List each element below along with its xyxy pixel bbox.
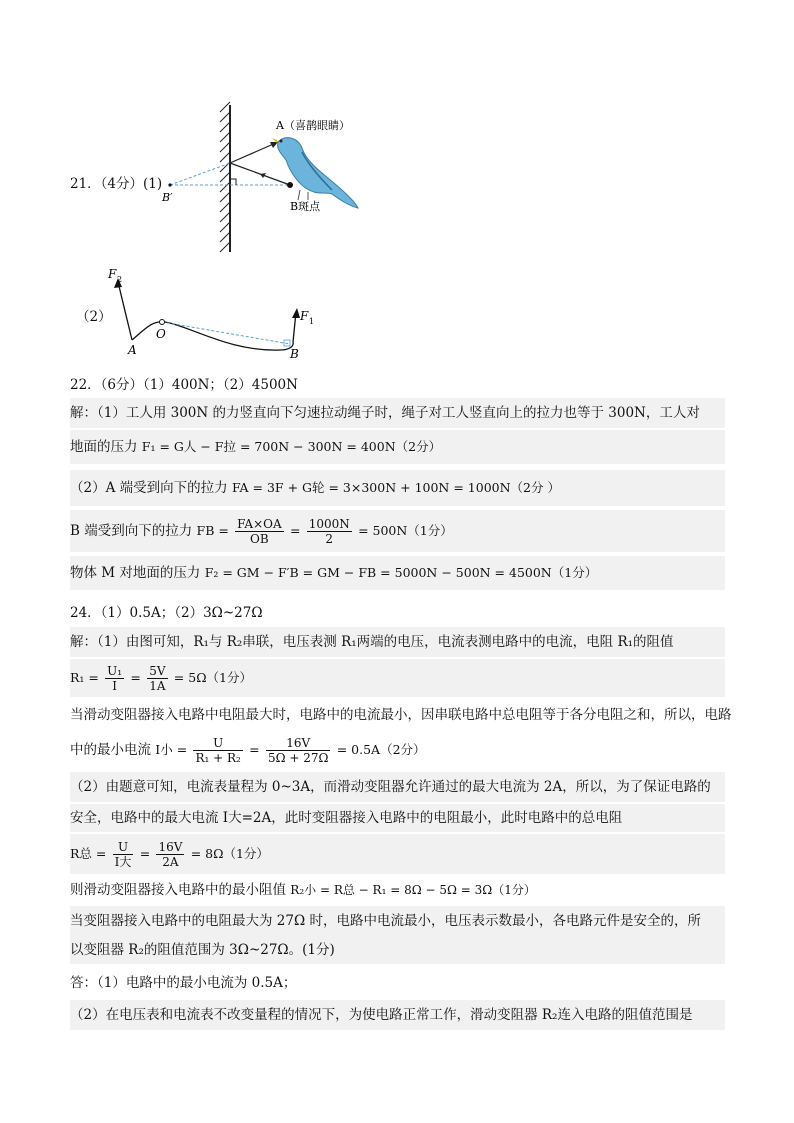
lever-figure	[100, 262, 330, 362]
q22-solution-line5	[70, 556, 725, 590]
q24-line2-mid: =	[130, 670, 141, 685]
reflected-ray	[230, 142, 278, 163]
q22-line5-text: 物体 M 对地面的压力	[70, 565, 201, 581]
q24-solution-line2	[70, 659, 725, 697]
q24-line7-fraction1: $\frac{U}{\text{I大}}$	[114, 840, 132, 869]
q22-line4-text: B 端受到向下的拉力	[70, 523, 193, 539]
q24-line4-lhs: I小 =	[155, 742, 188, 757]
f2-label: F	[108, 267, 117, 281]
mirror-hatching	[220, 102, 230, 252]
magpie-bird-image	[272, 138, 358, 208]
q24-line2-fraction1: $\frac{\text{U₁}}{I}$	[107, 664, 123, 693]
q24-line2-lhs: R₁ =	[70, 670, 99, 685]
q22-line4-mid: =	[289, 523, 301, 538]
q22-line3-text: （2）A 端受到向下的拉力	[70, 480, 228, 496]
q24-answer: 24．（1）0.5A；（2）3Ω~27Ω	[70, 605, 263, 621]
q22-line2-text: 地面的压力	[70, 439, 138, 455]
moment-arm-dashed	[162, 322, 290, 344]
q24-line4-fraction2: $\frac{16V}{5\Omega + 27\Omega}$	[267, 736, 329, 765]
image-point-label: B′	[162, 191, 173, 204]
q22-solution-line3	[70, 470, 725, 506]
point-o-label: O	[156, 327, 166, 341]
q24-answer-line2: （2）在电压表和电流表不改变量程的情况下，为使电路正常工作，滑动变阻器 R₂连入电路的阻值范围是	[70, 1000, 725, 1030]
q24-line7-fraction2: $\frac{16V}{2A}$	[158, 840, 183, 869]
q24-line2-result: = 5Ω（1分）	[173, 670, 253, 685]
f2-arrow-line	[118, 282, 132, 340]
q21-part2-label: （2）	[76, 309, 112, 325]
image-point	[168, 183, 171, 186]
q24-solution-line4	[70, 730, 725, 770]
q22-solution-line4	[70, 510, 725, 552]
q22-line3-equation: FA = 3F + G轮 = 3×300N + 100N = 1000N（2分 ）	[231, 480, 560, 495]
q24-line7-lhs: R总 =	[70, 846, 107, 861]
q22-line4-fraction2: $\frac{1000N}{2}$	[308, 517, 350, 546]
q24-line2-fraction2: $\frac{5V}{1A}$	[149, 664, 166, 693]
q22-line4-result: = 500N（1分）	[358, 523, 453, 538]
q21-label: 21．（4分）(1)	[70, 176, 163, 192]
q24-line4-text: 中的最小电流	[70, 742, 151, 758]
q22-line4-lhs: FB =	[196, 523, 229, 538]
q24-answer-line1: 答：（1）电路中的最小电流为 0.5A；	[70, 975, 297, 991]
q22-line4-fraction1: $\frac{FA\times OA}{OB}$	[237, 517, 282, 546]
q22-line5-equation: F₂ = GM − F′B = GM − FB = 5000N − 500N = 4500N（1分）	[204, 565, 598, 580]
f1-subscript: 1	[309, 317, 315, 326]
q24-solution-line7	[70, 834, 725, 874]
f1-label: F	[300, 309, 309, 323]
mirror-reflection-figure	[150, 100, 380, 260]
q22-line2-equation: F₁ = G人 − F拉 = 700N − 300N = 400N（2分）	[141, 439, 442, 454]
q24-solution-line1: 解：（1）由图可知，R₁与 R₂串联，电压表测 R₁两端的电压，电流表测电路中的电流，电阻 R₁的阻值	[70, 627, 725, 657]
q24-line4-result: = 0.5A（2分）	[336, 742, 426, 757]
q24-solution-line5: （2）由题意可知，电流表量程为 0~3A，而滑动变阻器允许通过的最大电流为 2A，所以，为了保证电路的	[70, 772, 725, 802]
q22-solution-line1: 解：（1）工人用 300N 的力竖直向下匀速拉动绳子时，绳子对工人竖直向上的拉力也等于 300N，工人对	[70, 398, 725, 428]
q24-line4-fraction1: $\frac{U}{\text{R₁ + R₂}}$	[195, 736, 241, 765]
f2-subscript: 2	[117, 275, 123, 284]
fulcrum-point	[160, 320, 165, 325]
q24-solution-line6: 安全，电路中的最大电流 I大=2A，此时变阻器接入电路中的电阻最小，此时电路中的总电阻	[70, 804, 725, 832]
point-b-label: B	[290, 347, 299, 361]
q22-solution-line2	[70, 430, 725, 464]
q24-solution-line8	[70, 878, 725, 902]
q24-solution-line10: 以变阻器 R₂的阻值范围为 3Ω~27Ω。(1分)	[70, 936, 725, 964]
q22-answer: 22．（6分）（1）400N；（2）4500N	[70, 377, 298, 393]
q24-line4-mid: =	[249, 742, 260, 757]
q24-line7-result: = 8Ω（1分）	[190, 846, 269, 861]
spot-label: B斑点	[290, 200, 321, 213]
bird-eye-label: A（喜鹊眼睛）	[276, 119, 350, 132]
q24-line8-equation: R₂小 = R总 − R₁ = 8Ω − 5Ω = 3Ω（1分）	[290, 883, 536, 897]
spot-b-point	[287, 182, 293, 188]
point-a-label: A	[128, 343, 137, 357]
q24-line8-text: 则滑动变阻器接入电路中的最小阻值	[70, 882, 286, 898]
q24-line7-mid: =	[139, 846, 151, 861]
q24-solution-line9: 当变阻器接入电路中的电阻最大为 27Ω 时，电路中电流最小，电压表示数最小，各电路元件是安全的，所	[70, 906, 725, 936]
f1-arrowhead	[292, 308, 300, 318]
q24-solution-line3: 当滑动变阻器接入电路中电阻最大时，电路中的电流最小，因串联电路中总电阻等于各分电阻之和，所以，电路	[70, 707, 732, 723]
